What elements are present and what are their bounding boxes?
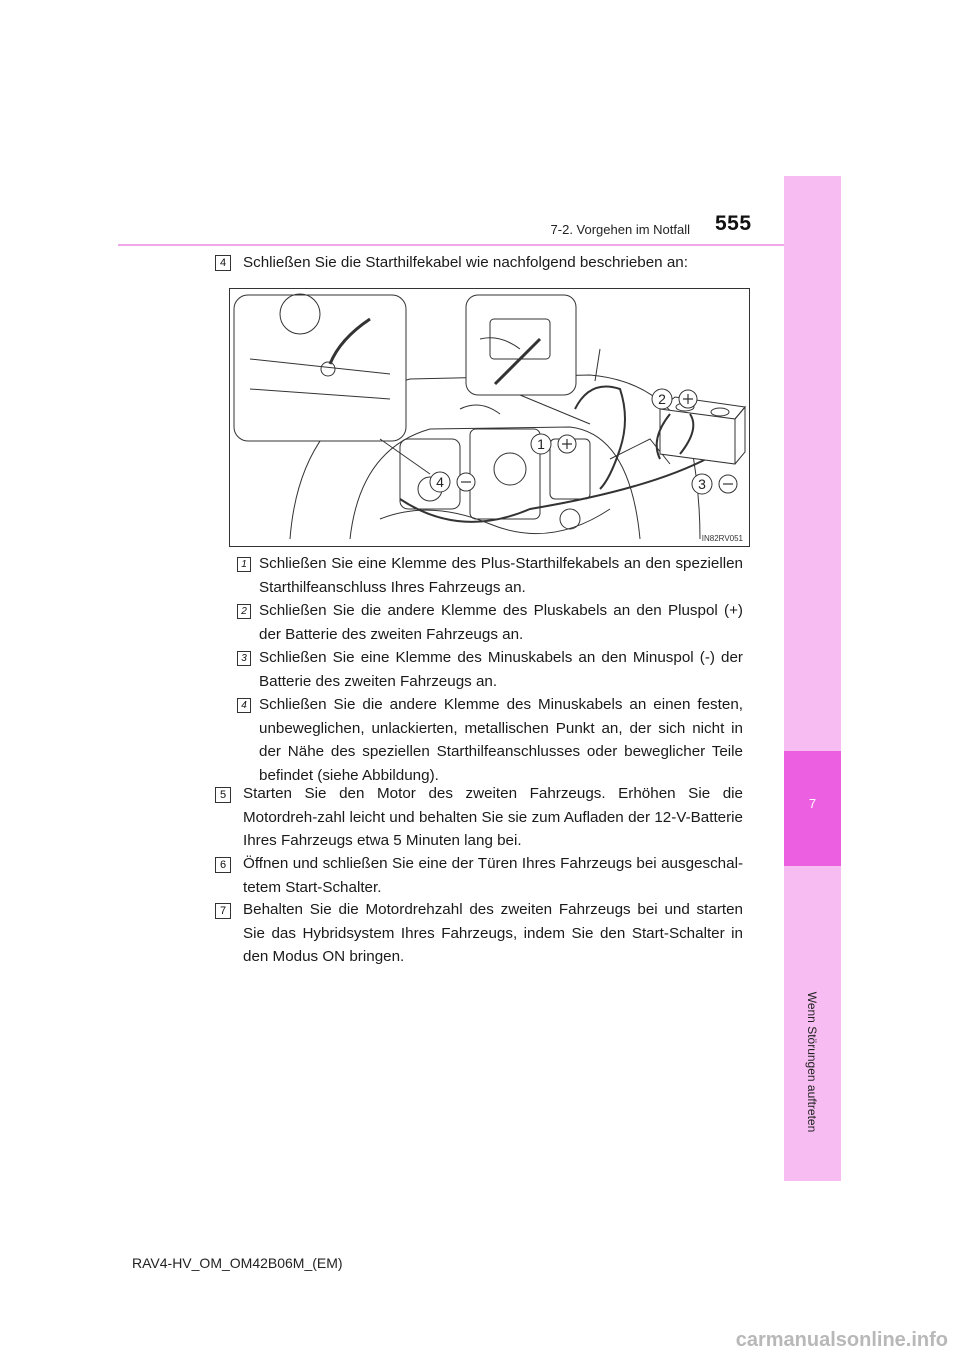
step-text: Starten Sie den Motor des zweiten Fahrzeugs. Erhöhen Sie die Motordreh-zahl leicht und behalten Sie sie zum Aufladen der 12-V-Batterie Ihres Fahrzeugs etwa 5 Minuten lang bei. bbox=[243, 785, 743, 849]
watermark: carmanualsonline.info bbox=[735, 1329, 948, 1351]
callout-3: 3 bbox=[698, 476, 706, 492]
jump-start-illustration bbox=[229, 288, 750, 547]
callout-2: 2 bbox=[658, 391, 666, 407]
callout-4: 4 bbox=[436, 474, 444, 490]
chapter-title: Wenn Störungen auftreten bbox=[805, 991, 819, 1133]
substep-text: Schließen Sie eine Klemme des Plus-Starthilfekabels an den speziellen Starthilfeanschluss Ihres Fahrzeugs an. bbox=[259, 555, 743, 596]
header-rule bbox=[118, 244, 784, 246]
step-text: Behalten Sie die Motordrehzahl des zweiten Fahrzeugs bei und starten Sie das Hybridsystem Ihres Fahrzeugs, indem Sie den Start-Schalter in den Modus ON bringen. bbox=[243, 901, 743, 965]
substep-number-box: 2 bbox=[237, 604, 251, 619]
page-number: 555 bbox=[715, 212, 752, 235]
callout-1: 1 bbox=[537, 436, 545, 452]
chapter-number: 7 bbox=[808, 796, 817, 811]
step-text: Öffnen und schließen Sie eine der Türen Ihres Fahrzeugs bei ausgeschal-tetem Start-Schalter. bbox=[243, 855, 743, 896]
step-number-box: 4 bbox=[215, 255, 231, 271]
substep-number-box: 3 bbox=[237, 651, 251, 666]
step-text: Schließen Sie die Starthilfekabel wie nachfolgend beschrieben an: bbox=[243, 254, 688, 271]
step-number-box: 7 bbox=[215, 903, 231, 919]
side-tab bbox=[784, 176, 841, 751]
step-number-box: 6 bbox=[215, 857, 231, 873]
figure-code: IN82RV051 bbox=[701, 534, 743, 543]
substep-text: Schließen Sie eine Klemme des Minuskabels an den Minuspol (-) der Batterie des zweiten Fahrzeugs an. bbox=[259, 649, 743, 690]
substep-number-box: 1 bbox=[237, 557, 251, 572]
section-title: 7-2. Vorgehen im Notfall bbox=[550, 222, 690, 237]
engine-bay-drawing bbox=[230, 289, 749, 546]
substep-text: Schließen Sie die andere Klemme des Minuskabels an einen festen, unbeweglichen, unlackierten, metallischen Punkt an, der sich nicht in der Nähe des speziellen Starthilfeanschlusses oder beweglicher Teile befindet (siehe Abbildung). bbox=[259, 696, 743, 784]
substep-text: Schließen Sie die andere Klemme des Pluskabels an den Pluspol (+) der Batterie des zweiten Fahrzeugs an. bbox=[259, 602, 743, 643]
document-code: RAV4-HV_OM_OM42B06M_(EM) bbox=[132, 1255, 343, 1271]
substep-number-box: 4 bbox=[237, 698, 251, 713]
step-number-box: 5 bbox=[215, 787, 231, 803]
